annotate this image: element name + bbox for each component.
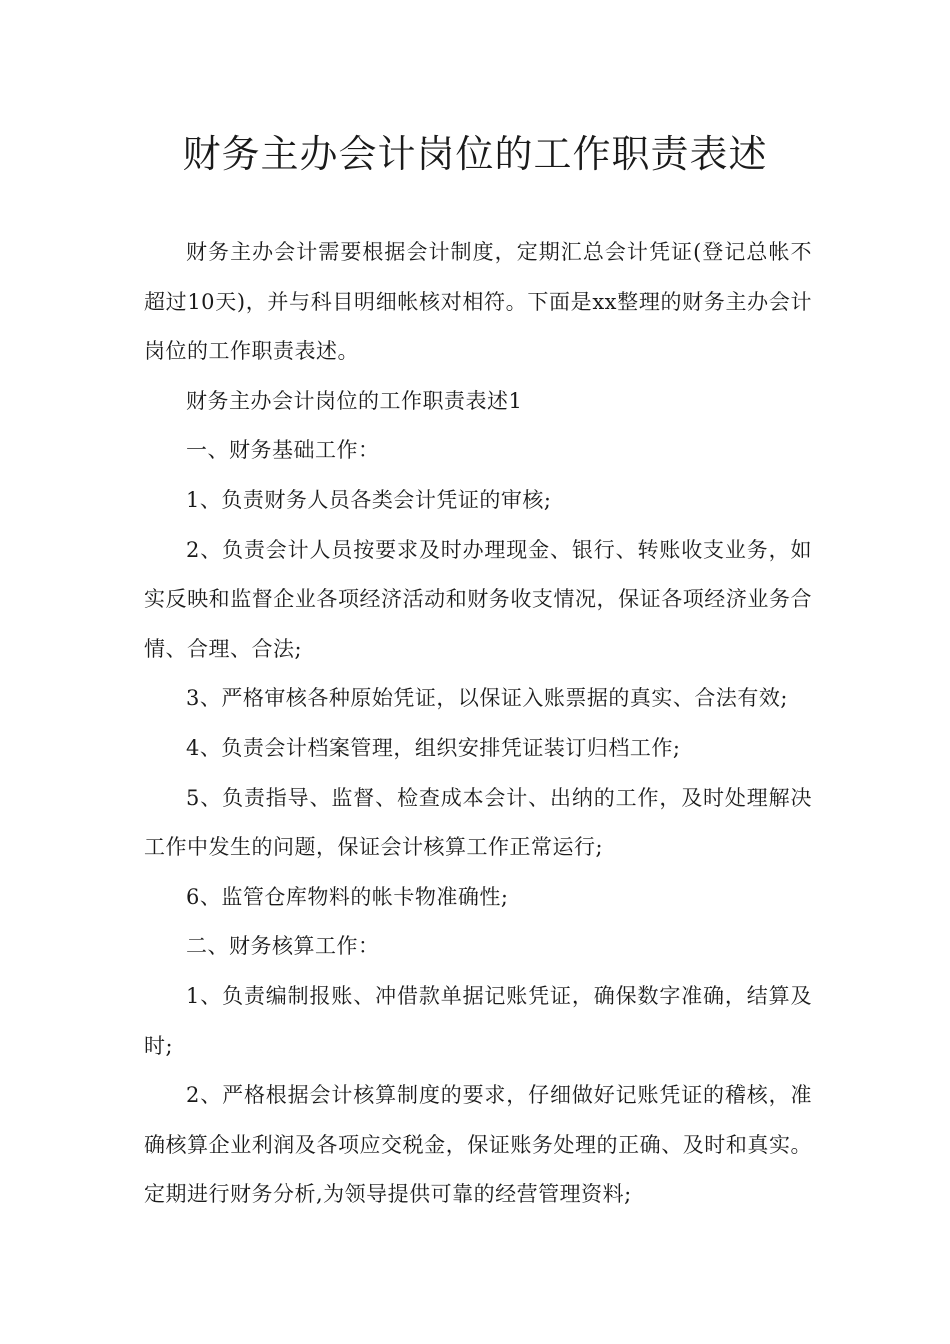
subsection-heading-basic-work: 一、财务基础工作： bbox=[186, 438, 380, 463]
list-item: 4、负责会计档案管理，组织安排凭证装订归档工作; bbox=[186, 735, 681, 760]
intro-paragraph: 财务主办会计需要根据会计制度，定期汇总会计凭证(登记总帐不超过10天)，并与科目明细帐核对相符。下面是xx整理的财务主办会计岗位的工作职责表述。 bbox=[144, 240, 812, 364]
list-item: 2、严格根据会计核算制度的要求，仔细做好记账凭证的稽核，准确核算企业利润及各项应交税金，保证账务处理的正确、及时和真实。定期进行财务分析,为领导提供可靠的经营管理资料; bbox=[144, 1083, 812, 1207]
list-item: 2、负责会计人员按要求及时办理现金、银行、转账收支业务，如实反映和监督企业各项经济活动和财务收支情况，保证各项经济业务合情、合理、合法; bbox=[144, 537, 812, 661]
list-item: 1、负责编制报账、冲借款单据记账凭证，确保数字准确，结算及时; bbox=[144, 983, 812, 1058]
document-body bbox=[144, 228, 812, 1220]
list-item: 3、严格审核各种原始凭证，以保证入账票据的真实、合法有效; bbox=[186, 686, 788, 711]
list-item: 1、负责财务人员各类会计凭证的审核; bbox=[186, 487, 552, 512]
section-heading-1: 财务主办会计岗位的工作职责表述1 bbox=[186, 388, 523, 413]
list-item: 5、负责指导、监督、检查成本会计、出纳的工作，及时处理解决工作中发生的问题，保证会计核算工作正常运行; bbox=[144, 785, 812, 860]
subsection-heading-accounting-work: 二、财务核算工作： bbox=[186, 934, 380, 959]
document-title: 财务主办会计岗位的工作职责表述 bbox=[182, 132, 768, 176]
list-item: 6、监管仓库物料的帐卡物准确性; bbox=[186, 884, 509, 909]
